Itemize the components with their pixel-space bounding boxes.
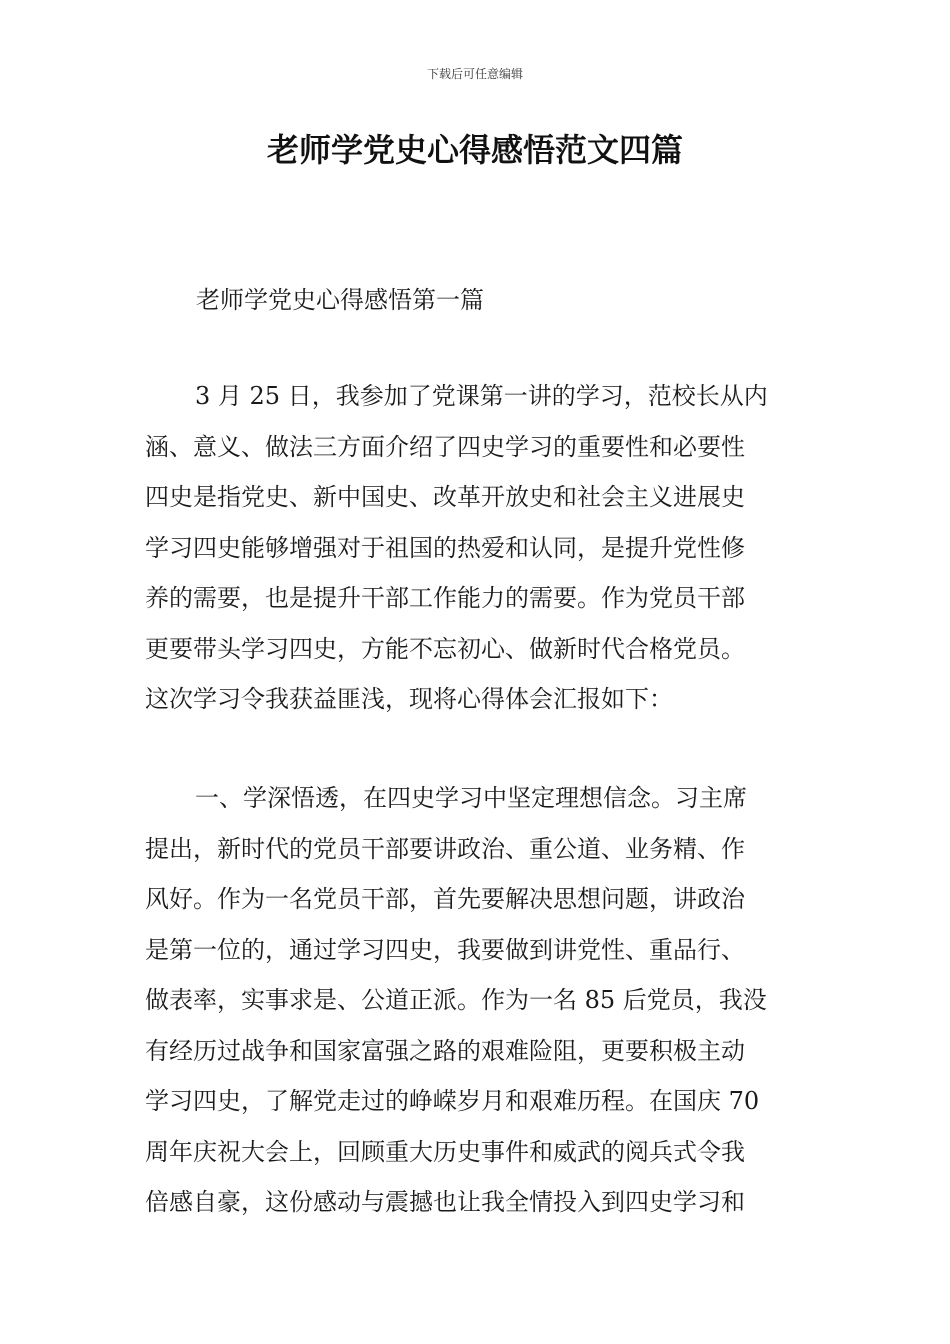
paragraph-line: 养的需要，也是提升干部工作能力的需要。作为党员干部 — [145, 584, 745, 612]
paragraph-line: 3 月 25 日，我参加了党课第一讲的学习，范校长从内 — [195, 382, 768, 410]
paragraph-line: 更要带头学习四史，方能不忘初心、做新时代合格党员。 — [145, 634, 745, 663]
header-note: 下载后可任意编辑 — [426, 67, 523, 81]
paragraph-line: 是第一位的，通过学习四史，我要做到讲党性、重品行、 — [145, 935, 745, 964]
paragraph-line: 一、学深悟透，在四史学习中坚定理想信念。习主席 — [195, 784, 747, 812]
paragraph-line: 有经历过战争和国家富强之路的艰难险阻，更要积极主动 — [145, 1036, 745, 1065]
paragraph-line: 学习四史，了解党走过的峥嵘岁月和艰难历程。在国庆 70 — [145, 1087, 760, 1115]
paragraph-line: 风好。作为一名党员干部，首先要解决思想问题，讲政治 — [145, 885, 745, 913]
paragraph-line: 四史是指党史、新中国史、改革开放史和社会主义进展史 — [145, 483, 745, 511]
paragraph-2 — [145, 773, 805, 1228]
paragraph-1 — [145, 371, 805, 725]
paragraph-line: 提出，新时代的党员干部要讲政治、重公道、业务精、作 — [145, 834, 745, 863]
paragraph-line: 倍感自豪，这份感动与震撼也让我全情投入到四史学习和 — [145, 1188, 745, 1216]
document-title: 老师学党史心得感悟范文四篇 — [266, 131, 683, 169]
paragraph-line: 周年庆祝大会上，回顾重大历史事件和威武的阅兵式令我 — [145, 1137, 745, 1166]
paragraph-line: 学习四史能够增强对于祖国的热爱和认同，是提升党性修 — [145, 533, 745, 562]
paragraph-line: 涵、意义、做法三方面介绍了四史学习的重要性和必要性 — [145, 432, 745, 461]
paragraph-line: 做表率，实事求是、公道正派。作为一名 85 后党员，我没 — [145, 986, 767, 1014]
section-heading: 老师学党史心得感悟第一篇 — [196, 286, 484, 314]
paragraph-line: 这次学习令我获益匪浅，现将心得体会汇报如下： — [145, 685, 673, 713]
